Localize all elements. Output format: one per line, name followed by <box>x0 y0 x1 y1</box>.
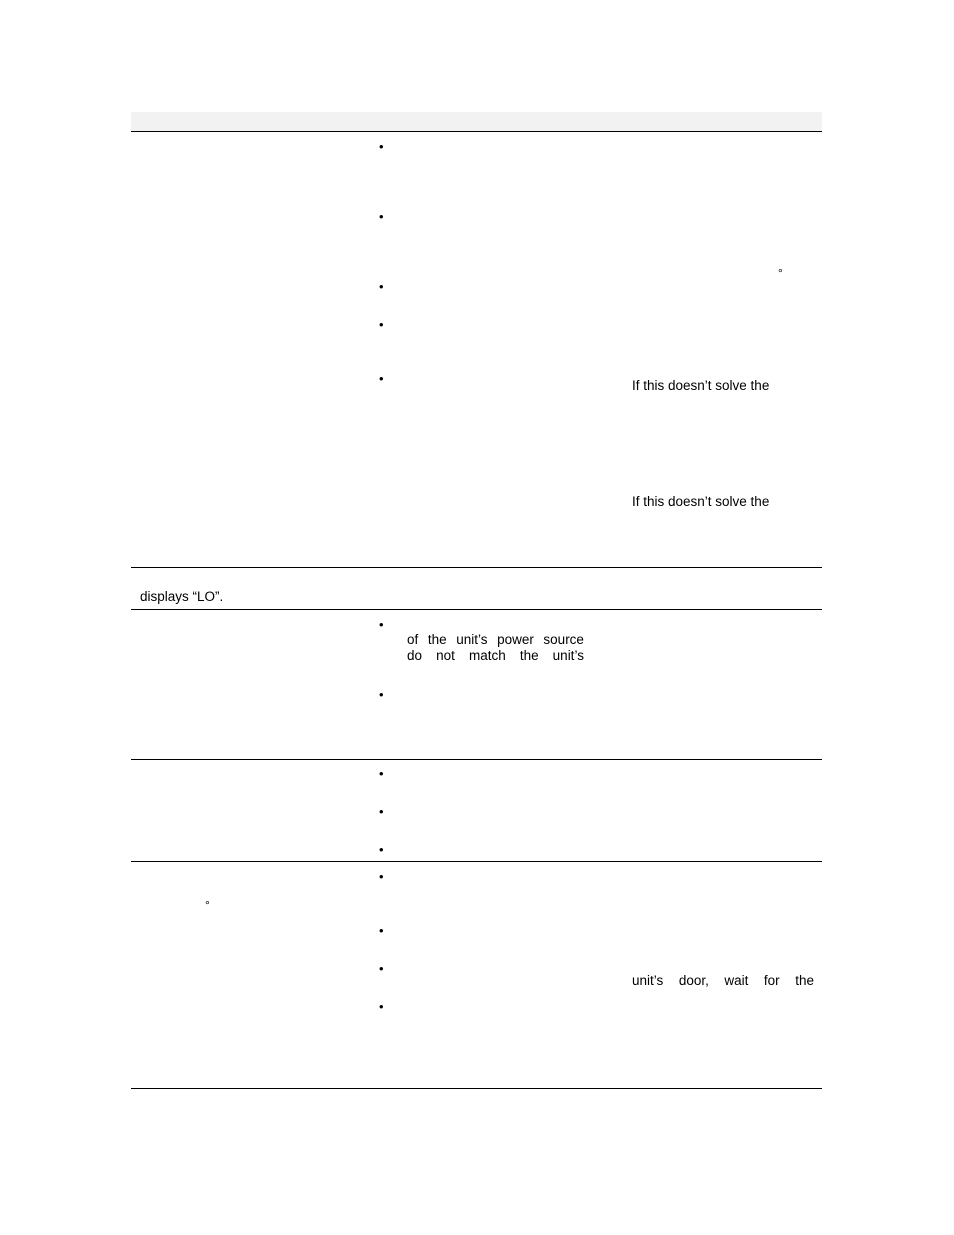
row-divider <box>131 861 822 862</box>
bullet: • <box>379 804 384 819</box>
bullet: • <box>379 842 384 857</box>
bullet: • <box>379 961 384 976</box>
table-header-band <box>131 112 822 132</box>
bullet: • <box>379 617 384 632</box>
word: wait <box>724 973 749 988</box>
bullet: • <box>379 999 384 1014</box>
word: unit’s <box>456 632 488 647</box>
troubleshoot-note: If this doesn’t solve the <box>632 378 770 393</box>
word: unit’s <box>632 973 664 988</box>
row-divider <box>131 609 822 610</box>
bullet: • <box>379 371 384 386</box>
justified-line <box>407 648 584 664</box>
word: the <box>427 632 447 647</box>
bullet: • <box>379 687 384 702</box>
word: power <box>497 632 534 647</box>
word: of <box>407 632 419 647</box>
justified-line <box>632 973 814 989</box>
bullet: • <box>379 766 384 781</box>
bullet: • <box>379 869 384 884</box>
bullet: • <box>379 923 384 938</box>
problem-label: displays “LO”. <box>140 589 224 604</box>
word: source <box>543 632 584 647</box>
row-divider <box>131 759 822 760</box>
word: match <box>468 648 506 663</box>
justified-line <box>407 632 584 648</box>
row-divider <box>131 131 822 132</box>
degree-symbol: ° <box>778 266 783 280</box>
bullet: • <box>379 279 384 294</box>
word: the <box>519 648 539 663</box>
bullet: • <box>379 317 384 332</box>
bullet: • <box>379 139 384 154</box>
row-divider <box>131 1088 822 1089</box>
row-divider <box>131 567 822 568</box>
troubleshoot-note: If this doesn’t solve the <box>632 494 770 509</box>
word: door, <box>678 973 709 988</box>
word: for <box>763 973 780 988</box>
word: the <box>795 973 814 988</box>
degree-symbol: ° <box>205 898 210 912</box>
word: unit’s <box>552 648 584 663</box>
bullet: • <box>379 209 384 224</box>
word: do <box>407 648 423 663</box>
word: not <box>436 648 455 663</box>
